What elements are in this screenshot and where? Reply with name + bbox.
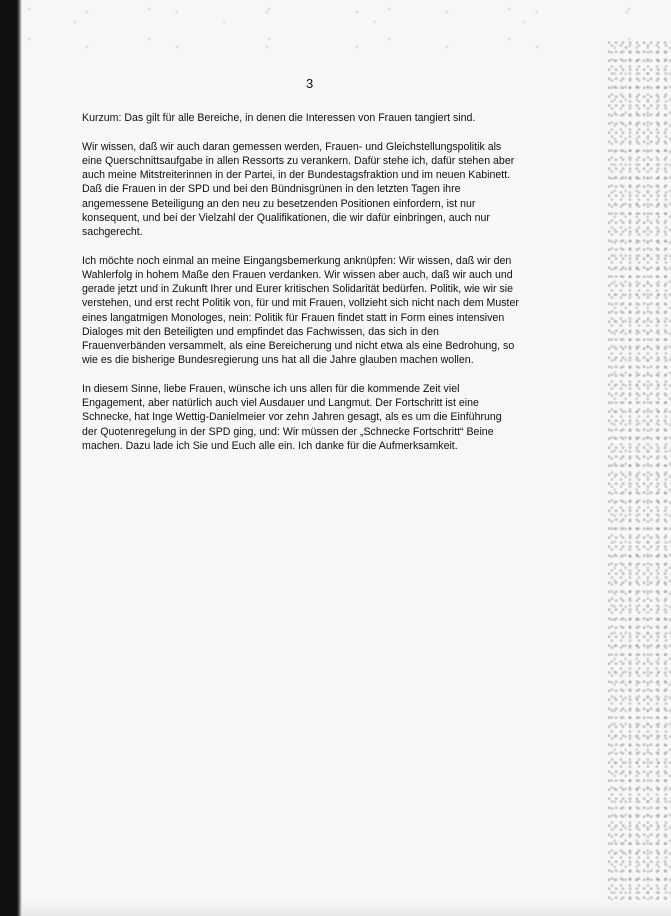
text-line: Wahlerfolg in hohem Maße den Frauen verdanken. Wir wissen aber auch, daß wir auch und — [82, 268, 513, 281]
paragraph-3 — [82, 254, 552, 368]
text-line: Engagement, aber natürlich auch viel Ausdauer und Langmut. Der Fortschritt ist eine — [82, 397, 479, 409]
scan-right-noise — [607, 40, 671, 916]
paragraph-4 — [82, 382, 552, 453]
text-line: eines langatmigen Monologes, nein: Politik für Frauen findet statt in Form eines intensiven — [82, 311, 505, 324]
text-line: Ich möchte noch einmal an meine Eingangsbemerkung anknüpfen: Wir wissen, daß wir den — [82, 254, 512, 267]
text-line: eine Querschnittsaufgabe in allen Ressorts zu verankern. Dafür stehe ich, dafür stehen aber — [82, 154, 515, 167]
scan-left-border — [0, 0, 22, 916]
text-line: Kurzum: Das gilt für alle Bereiche, in denen die Interessen von Frauen tangiert sind. — [82, 112, 476, 124]
text-line: Frauenverbänden versammelt, als eine Bereicherung und nicht etwa als eine Bedrohung, so — [82, 340, 515, 352]
text-line: der Quotenregelung in der SPD ging, und: Wir müssen der „Schnecke Fortschritt“ Beine — [82, 425, 494, 438]
paragraph-1 — [82, 111, 552, 125]
scan-bottom-edge — [22, 900, 671, 916]
text-line: verstehen, und erst recht Politik von, für und mit Frauen, vollzieht sich nicht nach dem Muster — [82, 297, 519, 310]
page-number: 3 — [306, 76, 314, 91]
text-line: wie es die bisherige Bundesregierung uns hat all die Jahre glauben machen wollen. — [82, 354, 474, 367]
paragraph-2 — [82, 140, 552, 240]
text-line: machen. Dazu lade ich Sie und Euch alle ein. Ich danke für die Aufmerksamkeit. — [82, 439, 458, 452]
text-line: Wir wissen, daß wir auch daran gemessen werden, Frauen- und Gleichstellungspolitik als — [82, 140, 502, 153]
text-line: Schnecke, hat Inge Wettig-Danielmeier vor zehn Jahren gesagt, als es um die Einführung — [82, 411, 502, 424]
text-line: angemessene Beteiligung an den neu zu besetzenden Positionen einfordern, ist nur — [82, 197, 476, 210]
text-line: konsequent, und bei der Vielzahl der Qualifikationen, die wir dafür einbringen, auch nur — [82, 211, 490, 224]
text-line: sachgerecht. — [82, 226, 143, 238]
document-body — [82, 111, 552, 467]
scan-top-noise — [22, 0, 671, 58]
text-line: auch meine Mitstreiterinnen in der Partei, in der Bundestagsfraktion und im neuen Kabinett. — [82, 169, 511, 181]
text-line: Daß die Frauen in der SPD und bei den Bündnisgrünen in den letzten Tagen ihre — [82, 183, 461, 196]
text-line: gerade jetzt und in Zukunft Ihrer und Eurer kritischen Solidarität bedürfen. Politik, wie wir sie — [82, 283, 514, 295]
text-line: In diesem Sinne, liebe Frauen, wünsche ich uns allen für die kommende Zeit viel — [82, 382, 460, 395]
text-line: Dialoges mit den Beteiligten und empfindet das Fachwissen, das sich in den — [82, 325, 439, 338]
